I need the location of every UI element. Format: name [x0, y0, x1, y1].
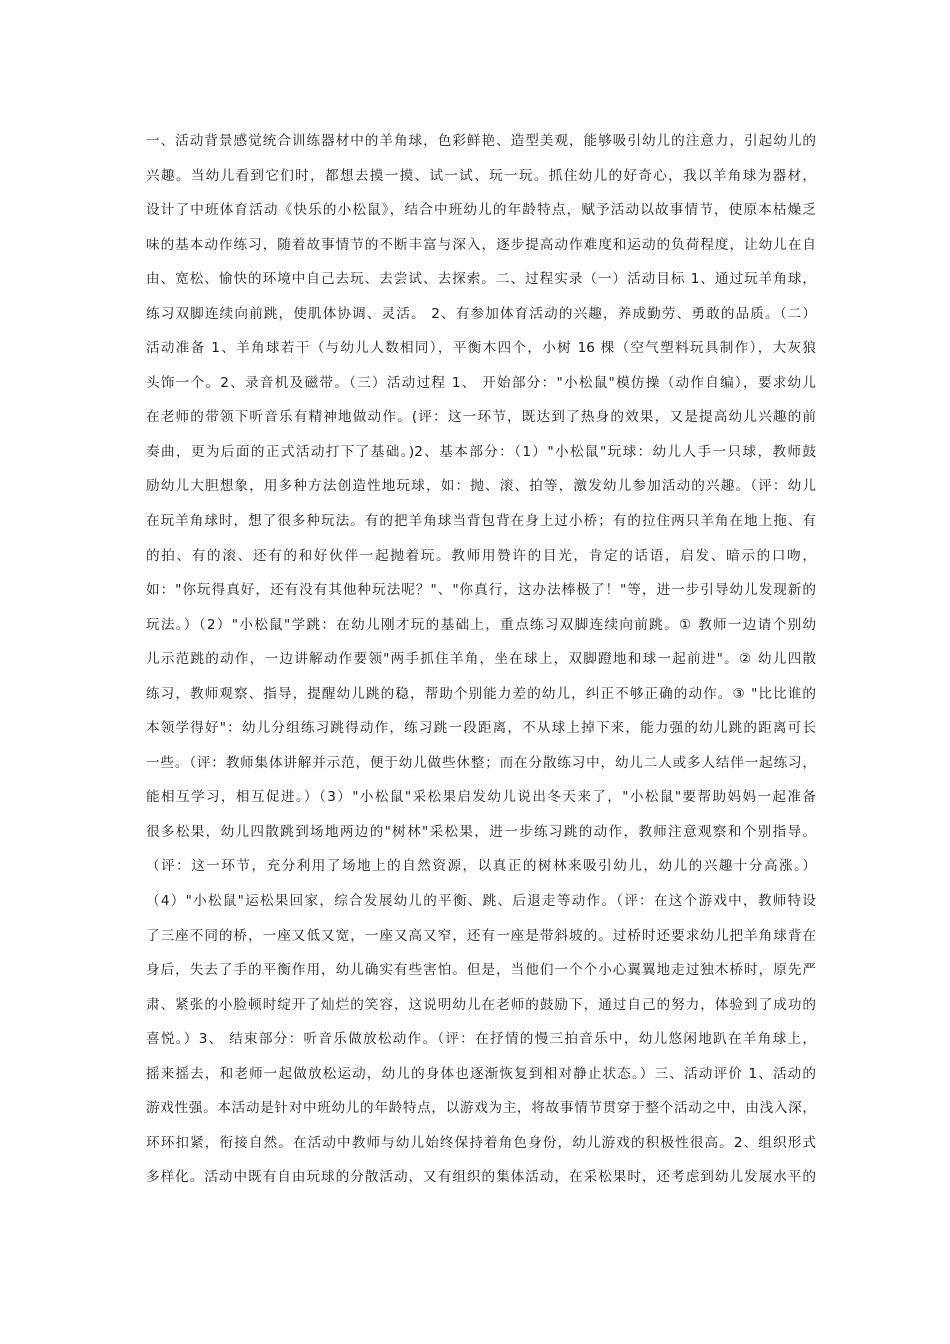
text-line: 身后，失去了手的平衡作用，幼儿确实有些害怕。但是，当他们一个个小心翼翼地走过独木桥时，原先严	[146, 962, 816, 979]
text-line: 一些。（评：教师集体讲解并示范，便于幼儿做些休整；而在分散练习中，幼儿二人或多人结伴一起练习，	[146, 754, 816, 771]
text-line: 如："你玩得真好，还有没有其他种玩法呢？"、"你真行，这办法棒极了！"等，进一步引导幼儿发现新的	[146, 582, 816, 599]
text-line: 能相互学习，相互促进。）（3）"小松鼠"采松果启发幼儿说出冬天来了，"小松鼠"要帮助妈妈一起准备	[146, 789, 816, 806]
text-line: 摇来摇去，和老师一起做放松运动，幼儿的身体也逐渐恢复到相对静止状态。）三、活动评价 1、活动的	[146, 1065, 816, 1082]
text-line: 喜悦。）3、 结束部分：听音乐做放松动作。（评：在抒情的慢三拍音乐中，幼儿悠闲地趴在羊角球上，	[146, 1031, 816, 1048]
text-line: 兴趣。当幼儿看到它们时，都想去摸一摸、试一试、玩一玩。抓住幼儿的好奇心，我以羊角球为器材，	[146, 167, 816, 184]
text-line: 玩法。）（2）"小松鼠"学跳：在幼儿刚才玩的基础上，重点练习双脚连续向前跳。① 教师一边请个别幼	[146, 616, 816, 633]
text-line: 味的基本动作练习，随着故事情节的不断丰富与深入，逐步提高动作难度和运动的负荷程度，让幼儿在自	[146, 236, 816, 253]
text-line: 游戏性强。本活动是针对中班幼儿的年龄特点，以游戏为主，将故事情节贯穿于整个活动之中，由浅入深，	[146, 1100, 816, 1117]
text-line: 多样化。活动中既有自由玩球的分散活动，又有组织的集体活动，在采松果时，还考虑到幼儿发展水平的	[146, 1169, 816, 1186]
text-line: 本领学得好"：幼儿分组练习跳得动作，练习跳一段距离，不从球上掉下来，能力强的幼儿跳的距离可长	[146, 720, 816, 737]
body-text	[146, 124, 816, 1195]
text-line: 的拍、有的滚、还有的和好伙伴一起抛着玩。教师用赞许的目光，肯定的话语，启发、暗示的口吻，	[146, 547, 816, 564]
text-line: 环环扣紧，衔接自然。在活动中教师与幼儿始终保持着角色身份，幼儿游戏的积极性很高。2、组织形式	[146, 1134, 816, 1151]
text-line: 奏曲，更为后面的正式活动打下了基础。)2、基本部分：（1）"小松鼠"玩球：幼儿人手一只球，教师鼓	[146, 443, 816, 460]
text-line: 励幼儿大胆想象，用多种方法创造性地玩球，如：抛、滚、拍等，激发幼儿参加活动的兴趣。（评：幼儿	[146, 478, 816, 495]
text-line: 活动准备 1、羊角球若干（与幼儿人数相同），平衡木四个，小树 16 棵（空气塑料玩具制作），大灰狼	[146, 340, 816, 357]
text-line: 了三座不同的桥，一座又低又宽，一座又高又窄，还有一座是带斜坡的。过桥时还要求幼儿把羊角球背在	[146, 927, 816, 944]
text-line: 练习，教师观察、指导，提醒幼儿跳的稳，帮助个别能力差的幼儿，纠正不够正确的动作。③ "比比谁的	[146, 685, 816, 702]
text-line: 很多松果，幼儿四散跳到场地两边的"树林"采松果，进一步练习跳的动作，教师注意观察和个别指导。	[146, 823, 816, 840]
text-line: （评：这一环节，充分利用了场地上的自然资源，以真正的树林来吸引幼儿，幼儿的兴趣十分高涨。）	[146, 858, 816, 875]
text-line: （4）"小松鼠"运松果回家，综合发展幼儿的平衡、跳、后退走等动作。（评：在这个游戏中，教师特设	[146, 893, 816, 910]
text-line: 在玩羊角球时，想了很多种玩法。有的把羊角球当背包背在身上过小桥；有的拉住两只羊角在地上拖、有	[146, 513, 816, 530]
text-line: 儿示范跳的动作，一边讲解动作要领"两手抓住羊角，坐在球上，双脚蹬地和球一起前进"。② 幼儿四散	[146, 651, 816, 668]
text-line: 肃、紧张的小脸顿时绽开了灿烂的笑容，这说明幼儿在老师的鼓励下，通过自己的努力，体验到了成功的	[146, 996, 816, 1013]
text-line: 在老师的带领下听音乐有精神地做动作。(评：这一环节，既达到了热身的效果，又是提高幼儿兴趣的前	[146, 409, 816, 426]
text-line: 一、活动背景感觉统合训练器材中的羊角球，色彩鲜艳、造型美观，能够吸引幼儿的注意力，引起幼儿的	[146, 133, 816, 149]
text-line: 由、宽松、愉快的环境中自己去玩、去尝试、去探索。二、过程实录（一）活动目标 1、通过玩羊角球，	[146, 271, 816, 288]
text-line: 设计了中班体育活动《快乐的小松鼠》，结合中班幼儿的年龄特点，赋予活动以故事情节，使原本枯燥乏	[146, 202, 816, 219]
text-line: 练习双脚连续向前跳，使肌体协调、灵活。 2、有参加体育活动的兴趣，养成勤劳、勇敢的品质。（二）	[146, 305, 816, 322]
text-line: 头饰一个。2、录音机及磁带。（三）活动过程 1、 开始部分："小松鼠"模仿操（动作自编），要求幼儿	[146, 374, 816, 391]
